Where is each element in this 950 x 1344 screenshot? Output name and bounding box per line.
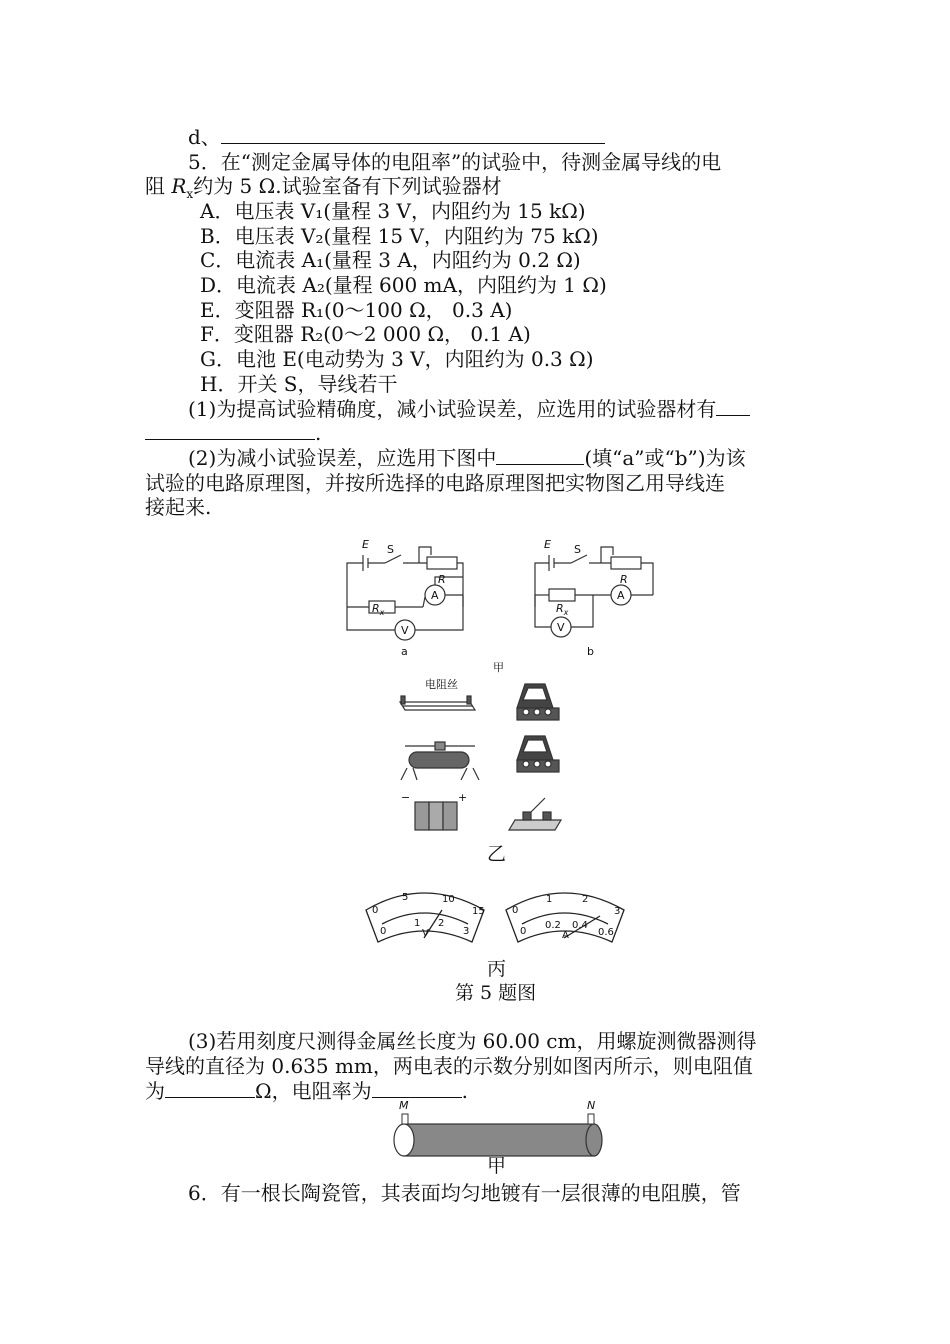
answer-blank[interactable]	[145, 421, 315, 440]
q5-part1-line2	[145, 421, 321, 445]
q5-part2-line2: 试验的电路原理图，并按所选择的电路原理图把实物图乙用导线连	[145, 471, 725, 495]
apparatus-figure	[395, 680, 575, 840]
q5-part1-line1	[188, 397, 750, 421]
option-b: B．电压表 V₂(量程 15 V，内阻约为 75 kΩ)	[200, 224, 599, 248]
figure-bing-caption: 丙	[487, 958, 507, 980]
resistivity-blank[interactable]	[372, 1079, 462, 1098]
label-v-meter-b: V	[557, 621, 565, 634]
label-r-b: R	[620, 573, 628, 586]
amp-bottom-02: 0.2	[545, 920, 561, 931]
option-f: F．变阻器 R₂(0～2 000 Ω， 0.1 A)	[200, 322, 531, 346]
figure-yi-caption: 乙	[487, 843, 507, 865]
q5-part1-text: (1)为提高试验精确度，减小试验误差，应选用的试验器材有	[188, 397, 717, 421]
circuit-diagrams	[335, 535, 665, 665]
circuit-b	[535, 547, 653, 637]
terminal-m-label: M	[399, 1099, 409, 1112]
label-rx-b	[556, 602, 568, 617]
label-rx	[372, 602, 384, 617]
figure-jia-caption: 甲	[493, 661, 504, 674]
option-g: G．电池 E(电动势为 3 V，内阻约为 0.3 Ω)	[200, 347, 594, 371]
q5-part2-text: (2)为减小试验误差，应选用下图中	[188, 446, 497, 470]
amp-top-1: 1	[546, 894, 553, 905]
label-a-meter-b: A	[617, 589, 625, 602]
volt-bottom-2: 2	[438, 918, 445, 929]
q5-stem-text: 阻	[145, 174, 172, 198]
q5-part3-line1: (3)若用刻度尺测得金属丝长度为 60.00 cm，用螺旋测微器测得	[188, 1029, 757, 1053]
resistance-blank[interactable]	[165, 1079, 255, 1098]
volt-bottom-3: 3	[463, 926, 470, 937]
q5-part2-line1	[188, 446, 746, 470]
option-e: E．变阻器 R₁(0～100 Ω， 0.3 A)	[200, 298, 513, 322]
volt-top-5: 5	[402, 892, 409, 903]
rx-sub: x	[379, 608, 385, 618]
amp-top-0: 0	[512, 905, 519, 916]
terminal-n-label: N	[587, 1099, 596, 1112]
ammeter-apparatus	[517, 684, 559, 720]
q5-part3-text: Ω，电阻率为	[255, 1079, 372, 1103]
q4-tail	[188, 125, 605, 149]
battery-minus-label: −	[401, 791, 411, 804]
q6-stem-line1: 6．有一根长陶瓷管，其表面均匀地镀有一层很薄的电阻膜，管	[188, 1181, 741, 1205]
option-h: H．开关 S，导线若干	[200, 372, 398, 396]
q5-part2-text: (填“a”或“b”)为该	[584, 446, 746, 470]
amp-top-3: 3	[614, 906, 621, 917]
label-a-meter: A	[431, 589, 439, 602]
label-s-b: S	[574, 543, 581, 556]
q5-part3-end: .	[461, 1079, 468, 1103]
rx-letter: R	[372, 602, 380, 615]
voltmeter-apparatus	[517, 736, 559, 772]
circuit-a-caption: a	[401, 645, 408, 658]
figure6-jia-caption: 甲	[487, 1155, 507, 1177]
option-d: D．电流表 A₂(量程 600 mA，内阻约为 1 Ω)	[200, 273, 607, 297]
q5-part3-text: 为	[145, 1079, 165, 1103]
amp-bottom-04: 0.4	[572, 920, 588, 931]
label-e: E	[362, 538, 369, 551]
label-e-b: E	[544, 538, 551, 551]
label-s: S	[387, 543, 394, 556]
q5-stem-text: 约为 5 Ω.试验室备有下列试验器材	[193, 174, 502, 198]
q5-stem-line1: 5．在“测定金属导体的电阻率”的试验中，待测金属导线的电	[188, 150, 722, 174]
volt-top-0: 0	[372, 905, 379, 916]
answer-blank[interactable]	[716, 397, 750, 416]
rheostat-apparatus	[401, 742, 479, 780]
volt-unit: V	[422, 928, 429, 939]
resistance-wire-label: 电阻丝	[425, 678, 458, 691]
answer-blank[interactable]	[221, 125, 605, 144]
resistance-wire-board	[400, 696, 475, 710]
ceramic-tube-figure	[388, 1100, 608, 1160]
q5-part3-line2: 导线的直径为 0.635 mm，两电表的示数分别如图丙所示，则电阻值	[145, 1054, 753, 1078]
battery-plus-label: +	[458, 791, 468, 804]
q5-part2-line3: 接起来.	[145, 495, 212, 519]
rx-letter: R	[556, 602, 564, 615]
amp-bottom-06: 0.6	[598, 927, 614, 938]
q5-part1-end: .	[315, 421, 322, 445]
q4-tail-label: d、	[188, 125, 221, 149]
switch-apparatus	[509, 798, 561, 830]
figure5-caption: 第 5 题图	[455, 982, 537, 1004]
option-c: C．电流表 A₁(量程 3 A，内阻约为 0.2 Ω)	[200, 248, 581, 272]
option-a: A．电压表 V₁(量程 3 V，内阻约为 15 kΩ)	[200, 199, 586, 223]
rx-subscript: x	[186, 187, 194, 201]
amp-unit: A	[562, 930, 569, 941]
volt-bottom-0: 0	[380, 926, 387, 937]
volt-top-15: 15	[472, 906, 485, 917]
amp-top-2: 2	[582, 894, 589, 905]
label-r: R	[438, 573, 446, 586]
answer-blank[interactable]	[496, 446, 584, 465]
circuit-b-caption: b	[587, 645, 594, 658]
battery-apparatus	[415, 802, 457, 830]
rx-symbol: R	[171, 174, 187, 198]
rx-sub: x	[563, 608, 569, 618]
label-v-meter: V	[401, 624, 409, 637]
volt-top-10: 10	[442, 894, 455, 905]
amp-bottom-0: 0	[520, 926, 527, 937]
volt-bottom-1: 1	[414, 918, 421, 929]
